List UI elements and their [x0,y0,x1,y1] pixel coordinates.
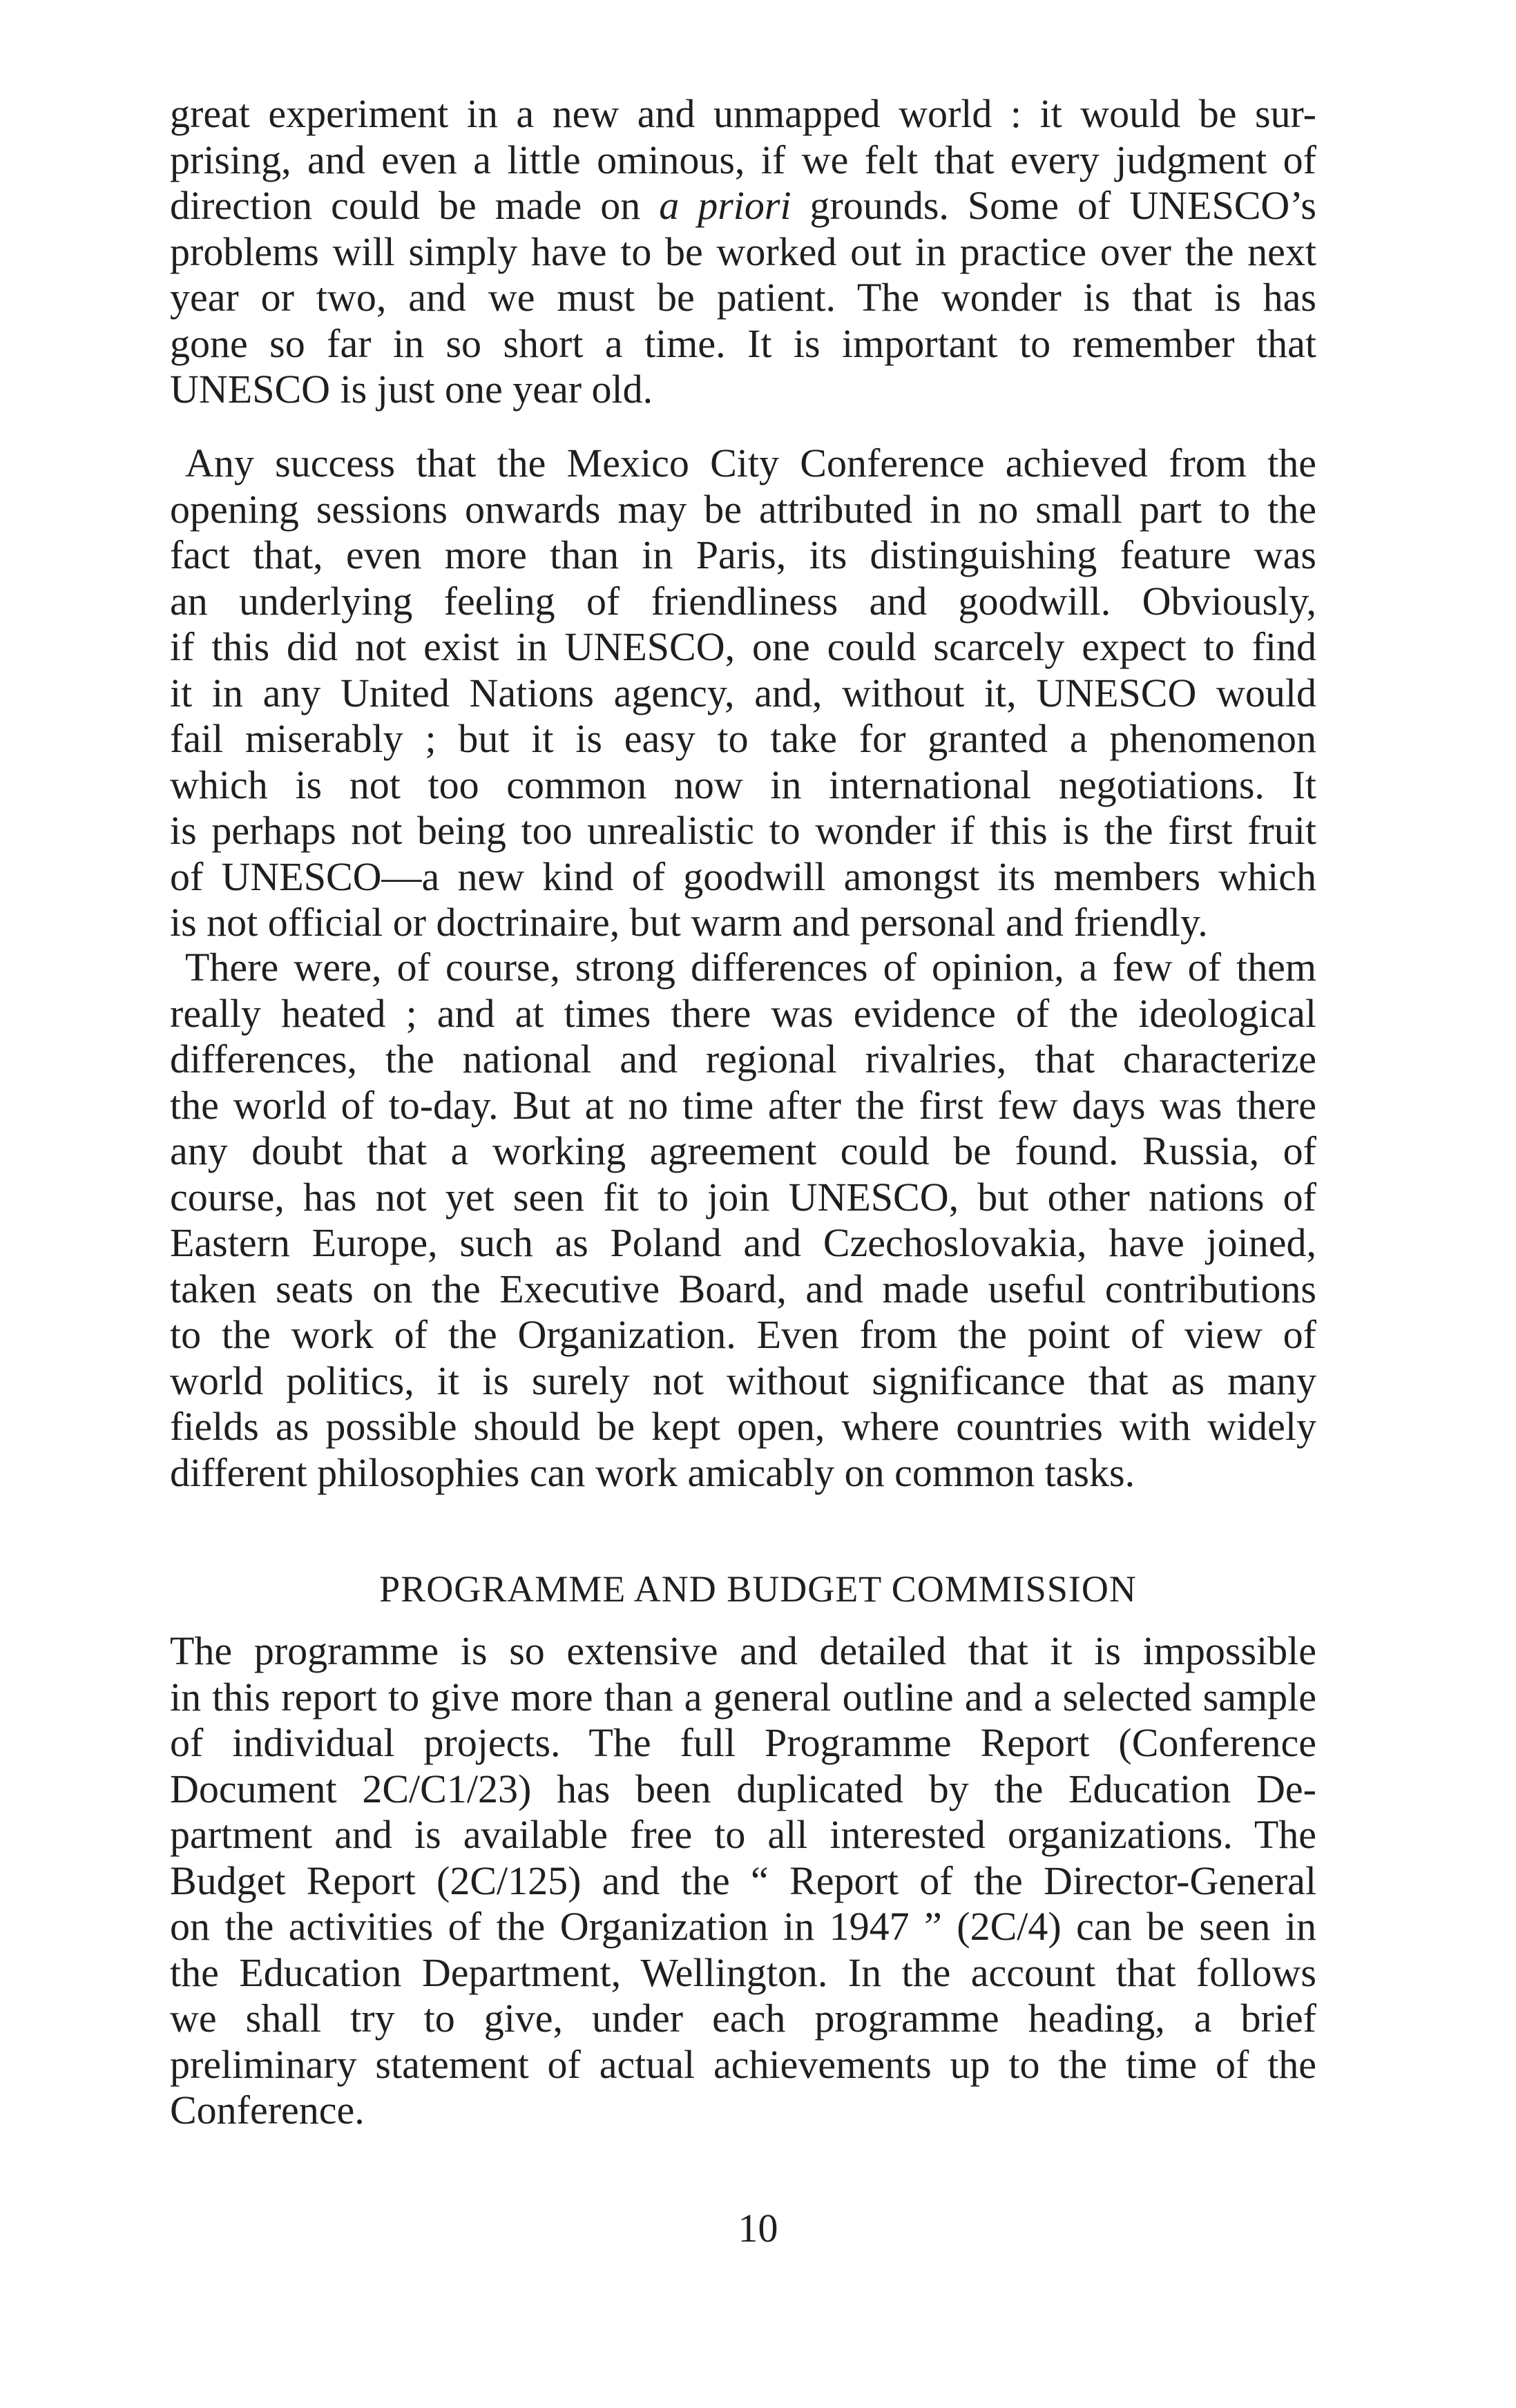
paragraph-text [170,1628,1316,2134]
paragraph-text [170,91,1316,413]
text-line: partment and is available free to all interested organizations. The [170,1812,1316,1857]
italic-phrase: a priori [659,183,791,228]
text-line: opening sessions onwards may be attributed in no small part to the [170,486,1316,532]
text-line: great experiment in a new and unmapped world : it would be sur- [170,91,1316,136]
text-line: Any success that the Mexico City Conference achieved from the [185,441,1316,485]
text-line: is not official or doctrinaire, but warm and personal and friendly. [170,900,1208,945]
text-line: The programme is so extensive and detailed that it is impossible [170,1628,1316,1673]
text-line: if this did not exist in UNESCO, one could scarcely expect to find [170,624,1316,669]
text-line: to the work of the Organization. Even from the point of view of [170,1312,1316,1357]
text-line: fields as possible should be kept open, where countries with widely [170,1404,1316,1449]
text-line: year or two, and we must be patient. The wonder is that is has [170,275,1316,320]
text-line: UNESCO is just one year old. [170,367,653,412]
text-line: gone so far in so short a time. It is important to remember that [170,320,1316,366]
text-line: of UNESCO—a new kind of goodwill amongst its members which [170,854,1316,899]
text-line: course, has not yet seen fit to join UNESCO, but other nations of [170,1174,1316,1220]
text-line: the Education Department, Wellington. In the account that follows [170,1949,1316,1995]
text-line: of individual projects. The full Programme Report (Conference [170,1720,1316,1765]
text-line: preliminary statement of actual achievements up to the time of the [170,2041,1316,2087]
text-line: taken seats on the Executive Board, and made useful contributions [170,1266,1316,1311]
section-heading: PROGRAMME AND BUDGET COMMISSION [379,1568,1137,1610]
text-line: fact that, even more than in Paris, its distinguishing feature was [170,532,1316,577]
paragraph-text [170,945,1316,1496]
text-line: in this report to give more than a general outline and a selected sample [170,1674,1316,1720]
text-line: differences, the national and regional rivalries, that characterize [170,1037,1316,1081]
text-line: Budget Report (2C/125) and the “ Report of the Director-General [170,1858,1316,1903]
text-line: is perhaps not being too unrealistic to wonder if this is the first fruit [170,808,1316,853]
text-line: prising, and even a little ominous, if we felt that every judgment of [170,137,1316,182]
text-line: Conference. [170,2088,365,2132]
text-line: There were, of course, strong differences of opinion, a few of them [185,945,1316,990]
text-line: different philosophies can work amicably on common tasks. [170,1449,1135,1495]
text-line: fail miserably ; but it is easy to take for granted a phenomenon [170,716,1316,761]
text-line: direction could be made on a priori grounds. Some of UNESCO’s [170,183,1317,228]
paragraph-text [170,441,1316,946]
section-paragraph [170,1628,1316,2134]
text-line: on the activities of the Organization in 1947 ” (2C/4) can be seen in [170,1904,1316,1949]
text-line: which is not too common now in international negotiations. It [170,762,1316,807]
text-line: world politics, it is surely not without significance that as many [170,1358,1316,1403]
paragraph-1 [170,91,1316,413]
text-line: the world of to-day. But at no time after the first few days was there [170,1082,1316,1128]
page-number: 10 [738,2206,778,2251]
paragraph-3 [170,945,1316,1496]
text-line: really heated ; and at times there was evidence of the ideological [170,990,1316,1036]
text-line: it in any United Nations agency, and, without it, UNESCO would [170,670,1316,715]
paragraph-2 [170,441,1316,946]
text-line: we shall try to give, under each programme heading, a brief [170,1996,1316,2041]
text-line: any doubt that a working agreement could be found. Russia, of [170,1128,1316,1173]
text-line: Document 2C/C1/23) has been duplicated by the Education De- [170,1766,1316,1811]
text-line: an underlying feeling of friendliness and goodwill. Obviously, [170,578,1316,624]
text-line: Eastern Europe, such as Poland and Czechoslovakia, have joined, [170,1220,1316,1265]
text-line: problems will simply have to be worked out in practice over the next [170,229,1316,274]
